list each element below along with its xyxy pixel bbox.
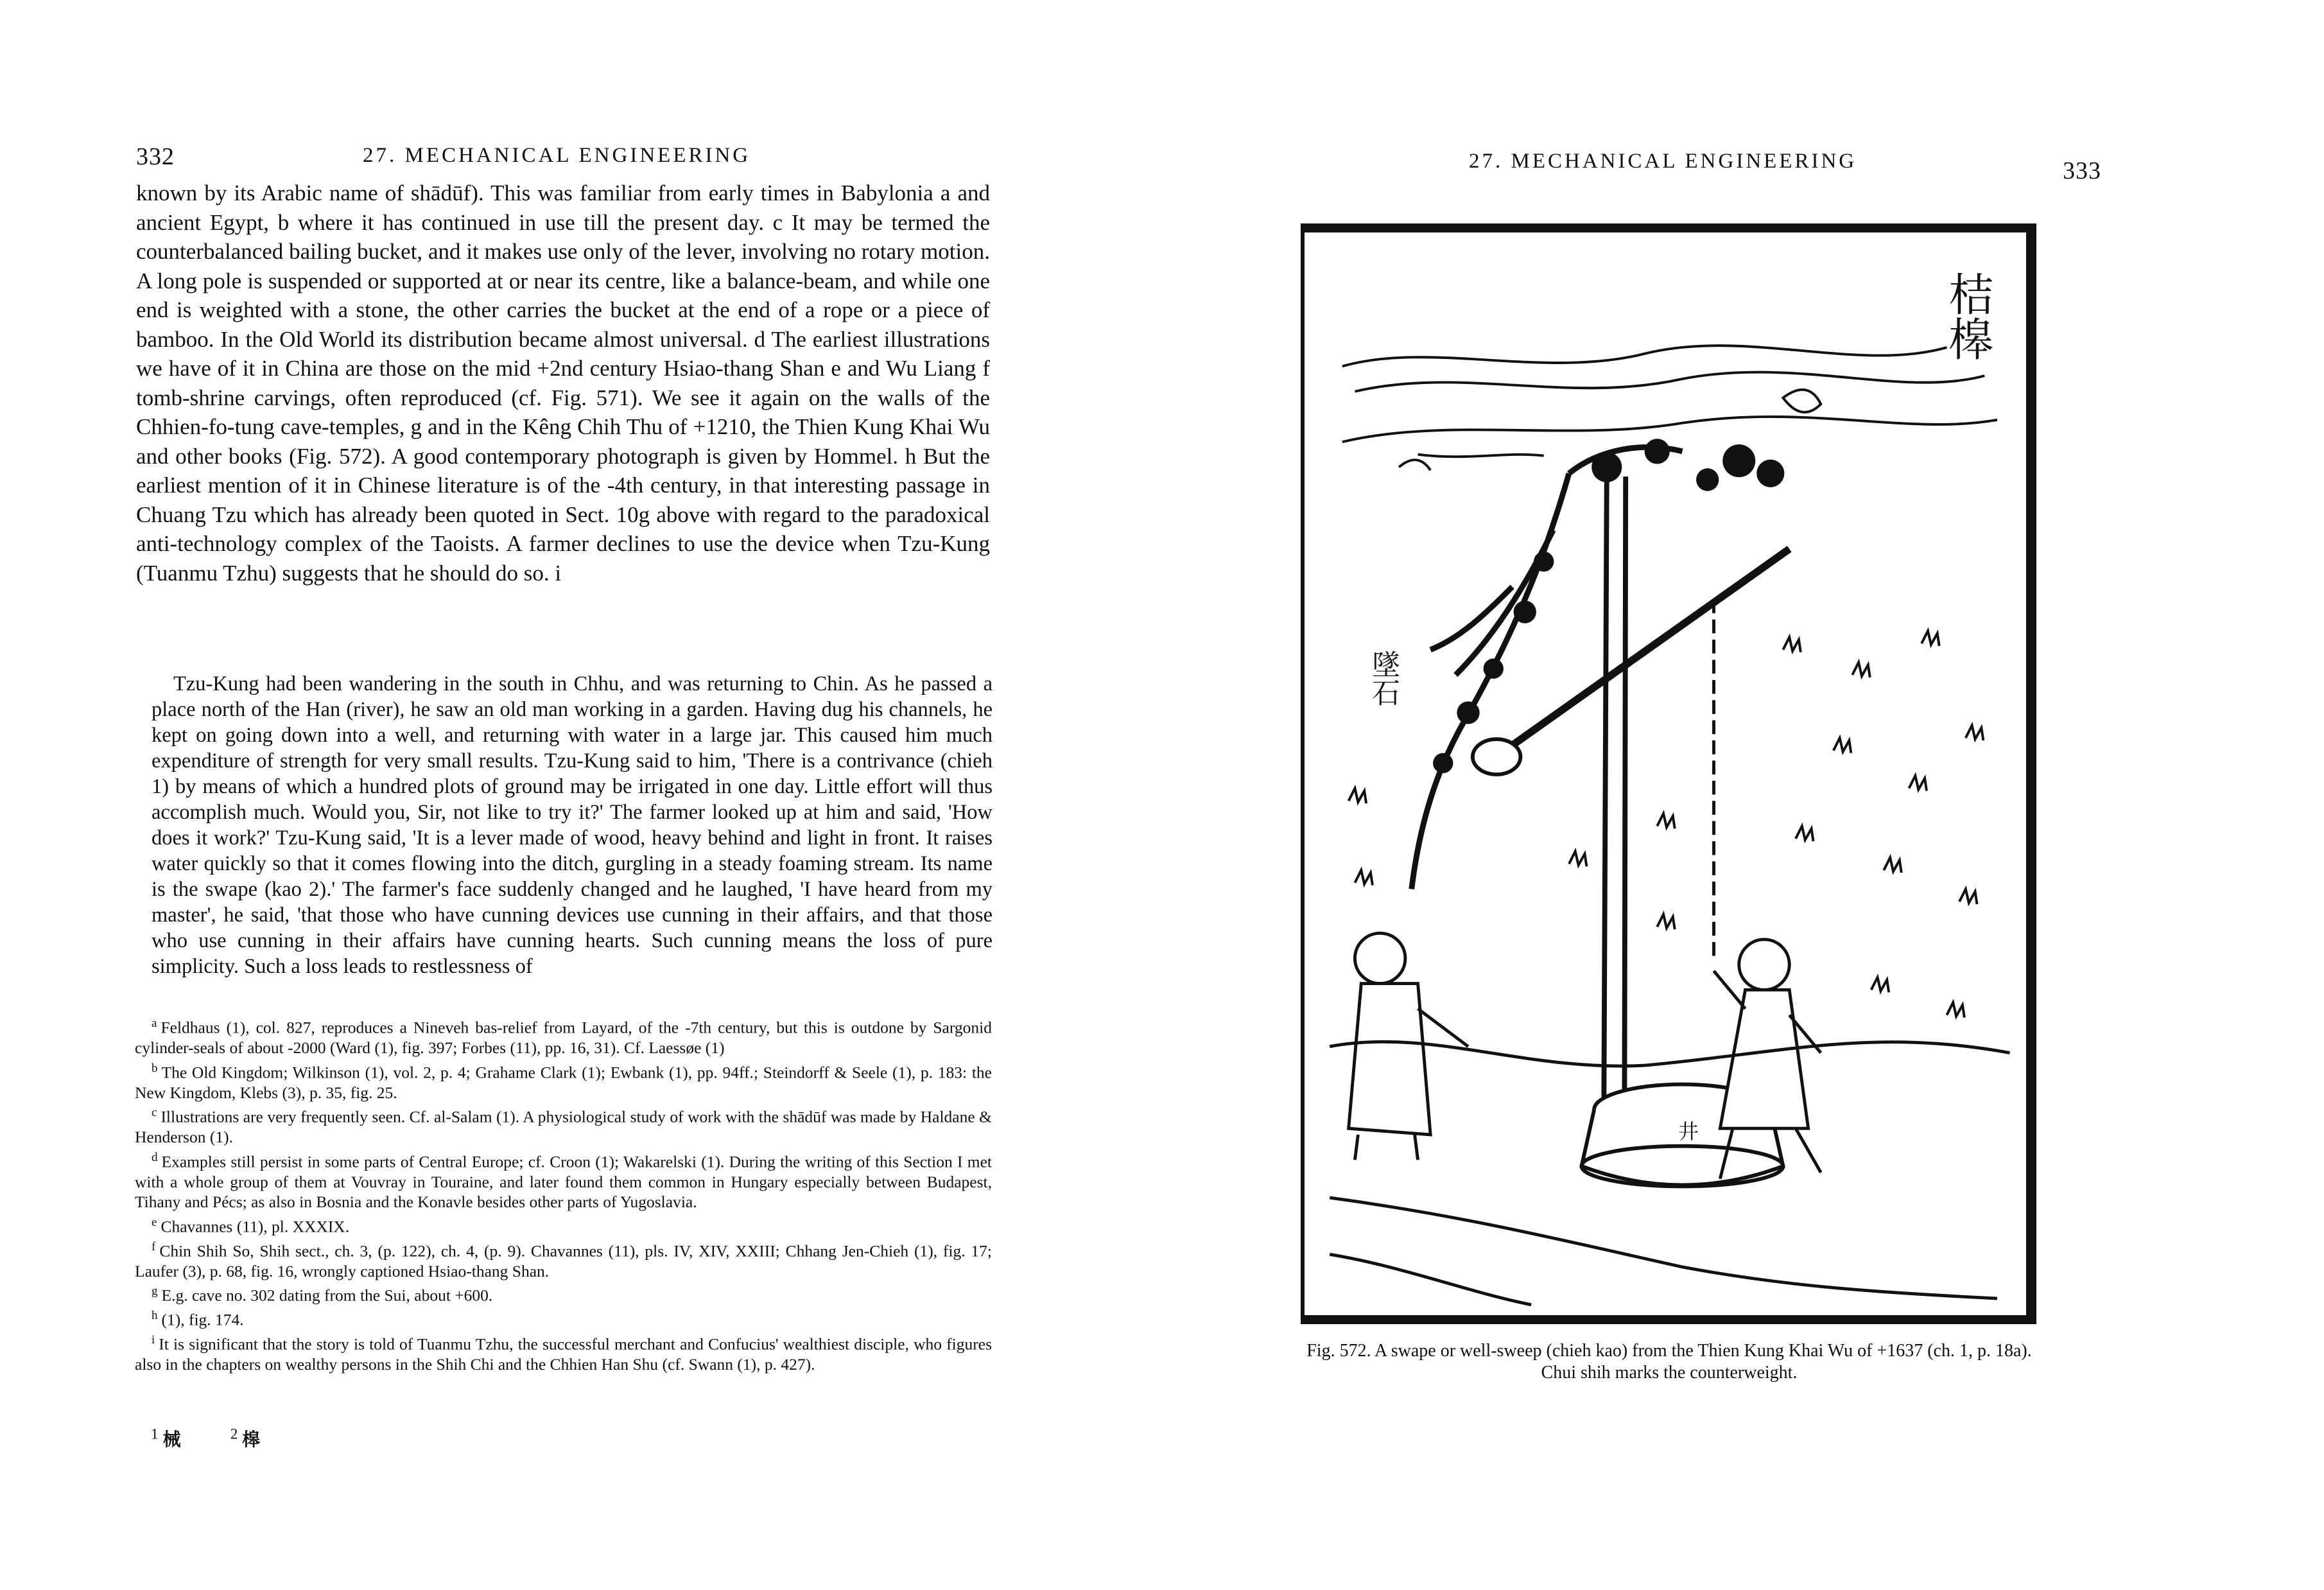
body-paragraph [136,179,990,588]
footnote: $^g$ E.g. cave no. 302 dating from the Sui, about +600. [152,1284,493,1305]
counterweight-label: 墜石 [1367,650,1400,706]
block-quote [152,671,993,979]
page-number: 332 [136,143,175,170]
figure-caption: Fig. 572. A swape or well-sweep (chieh kao) from the Thien Kung Khai Wu of +1637 (ch. 1, p. 18a). Chui shih marks the counterweight. [1306,1341,2032,1383]
character-ref: $^2$ 槔 [230,1426,261,1450]
footnote: $^f$ Chin Shih So, Shih sect., ch. 3, (p. 122), ch. 4, (p. 9). Chavannes (11), pls. IV, XIV, XXIII; Chhang Jen-Chieh (1), fig. 17; Laufer (3), p. 68, fig. 16, wrongly captioned Hsiao-thang Shan. [135,1239,992,1280]
swape-posts [1604,473,1626,1166]
footnote: $^c$ Illustrations are very frequently seen. Cf. al-Salam (1). A physiological study of work with the shādūf was made by Haldane & Henderson (1). [135,1106,992,1146]
footnote: $^e$ Chavannes (11), pl. XXXIX. [152,1215,350,1236]
footnote: $^b$ The Old Kingdom; Wilkinson (1), vol. 2, p. 4; Grahame Clark (1); Ewbank (1), pp. 94ff.; Steindorff & Seele (1), p. 183: the New Kingdom, Klebs (3), p. 35, fig. 25. [135,1061,992,1102]
running-head: 27. MECHANICAL ENGINEERING [1469,150,1857,173]
quote-text: Tzu-Kung had been wandering in the south in Chhu, and was returning to Chin. As he passed a place north of the Han (river), he saw an old man working in a garden. Having dug his channels, he kept on going down into a well, and returning with water in a large jar. This caused him much expenditure of strength for very small results. Tzu-Kung said to him, 'There is a contrivance (chieh 1) by means of which a hundred plots of ground may be irrigated in one day. Little effort will thus accomplish much. Would you, Sir, not like to try it?' The farmer looked up at him and said, 'How does it work?' Tzu-Kung said, 'It is a lever made of wood, heavy behind and light in front. It raises water quickly so that it comes flowing into the ditch, gurgling in a steady foaming stream. Its name is the swape (kao 2).' The farmer's face suddenly changed and he laughed, 'I have heard from my master', he said, 'that those who have cunning devices use cunning in their affairs, and that those who use cunning in their affairs have cunning hearts. Such cunning means the loss of pure simplicity. Such a loss leads to restlessness of [152,672,993,978]
swape-illustration [1305,232,2026,1315]
counterweight-stone [1473,739,1521,774]
body-text: known by its Arabic name of shādūf). This was familiar from early times in Babylonia a and ancient Egypt, b where it has continued in use till the present day. c It may be termed the counterbalanced bailing bucket, and it makes use only of the lever, involving no rotary motion. A long pole is suspended or supported at or near its centre, like a balance-beam, and while one end is weighted with a stone, the other carries the bucket at the end of a rope or a piece of bamboo. In the Old World its distribution became almost universal. d The earliest illustrations we have of it in China are those on the mid +2nd century Hsiao-thang Shan e and Wu Liang f tomb-shrine carvings, often reproduced (cf. Fig. 571). We see it again on the walls of the Chhien-fo-tung cave-temples, g and in the Kêng Chih Thu of +1210, the Thien Kung Khai Wu and other books (Fig. 572). A good contemporary photograph is given by Hommel. h But the earliest mention of it in Chinese literature is of the -4th century, in that interesting passage in Chuang Tzu which has already been quoted in Sect. 10g above with regard to the paradoxical anti-technology complex of the Taoists. A farmer declines to use the device when Tzu-Kung (Tuanmu Tzhu) suggests that he should do so. i [136,180,990,586]
footnote: $^d$ Examples still persist in some parts of Central Europe; cf. Croon (1); Wakarelski (1). During the writing of this Section I met with a whole group of them at Vouvray in Touraine, and later found them common in Hungary especially between Budapest, Tihany and Pécs; as also in Bosnia and the Konavle besides other parts of Yugoslavia. [135,1150,992,1211]
character-key [151,1426,305,1451]
woodcut-figure [1301,223,2036,1324]
footnotes [135,1013,992,1375]
well-character: 井 [1678,1119,1699,1144]
running-head: 27. MECHANICAL ENGINEERING [363,144,751,167]
figure-title-characters: 桔槔 [1941,271,1994,361]
footnote: $^a$ Feldhaus (1), col. 827, reproduces a Nineveh bas-relief from Layard, of the -7th century, but this is outdone by Sargonid cylinder-seals of about -2000 (Ward (1), fig. 397; Forbes (11), pp. 16, 31). Cf. Laessøe (1) [135,1017,992,1057]
tree [1412,447,1683,889]
footnote: $^i$ It is significant that the story is told of Tuanmu Tzhu, the successful merchant and Confucius' wealthiest disciple, who figures also in the chapters on wealthy persons in the Shih Chi and the Chhien Han Shu (cf. Swann (1), p. 427). [135,1333,992,1374]
page-number: 333 [2063,157,2101,184]
character-ref: $^1$ 械 [151,1426,181,1450]
grass-tufts [1349,631,1984,1017]
footnote: $^h$ (1), fig. 174. [152,1309,244,1329]
